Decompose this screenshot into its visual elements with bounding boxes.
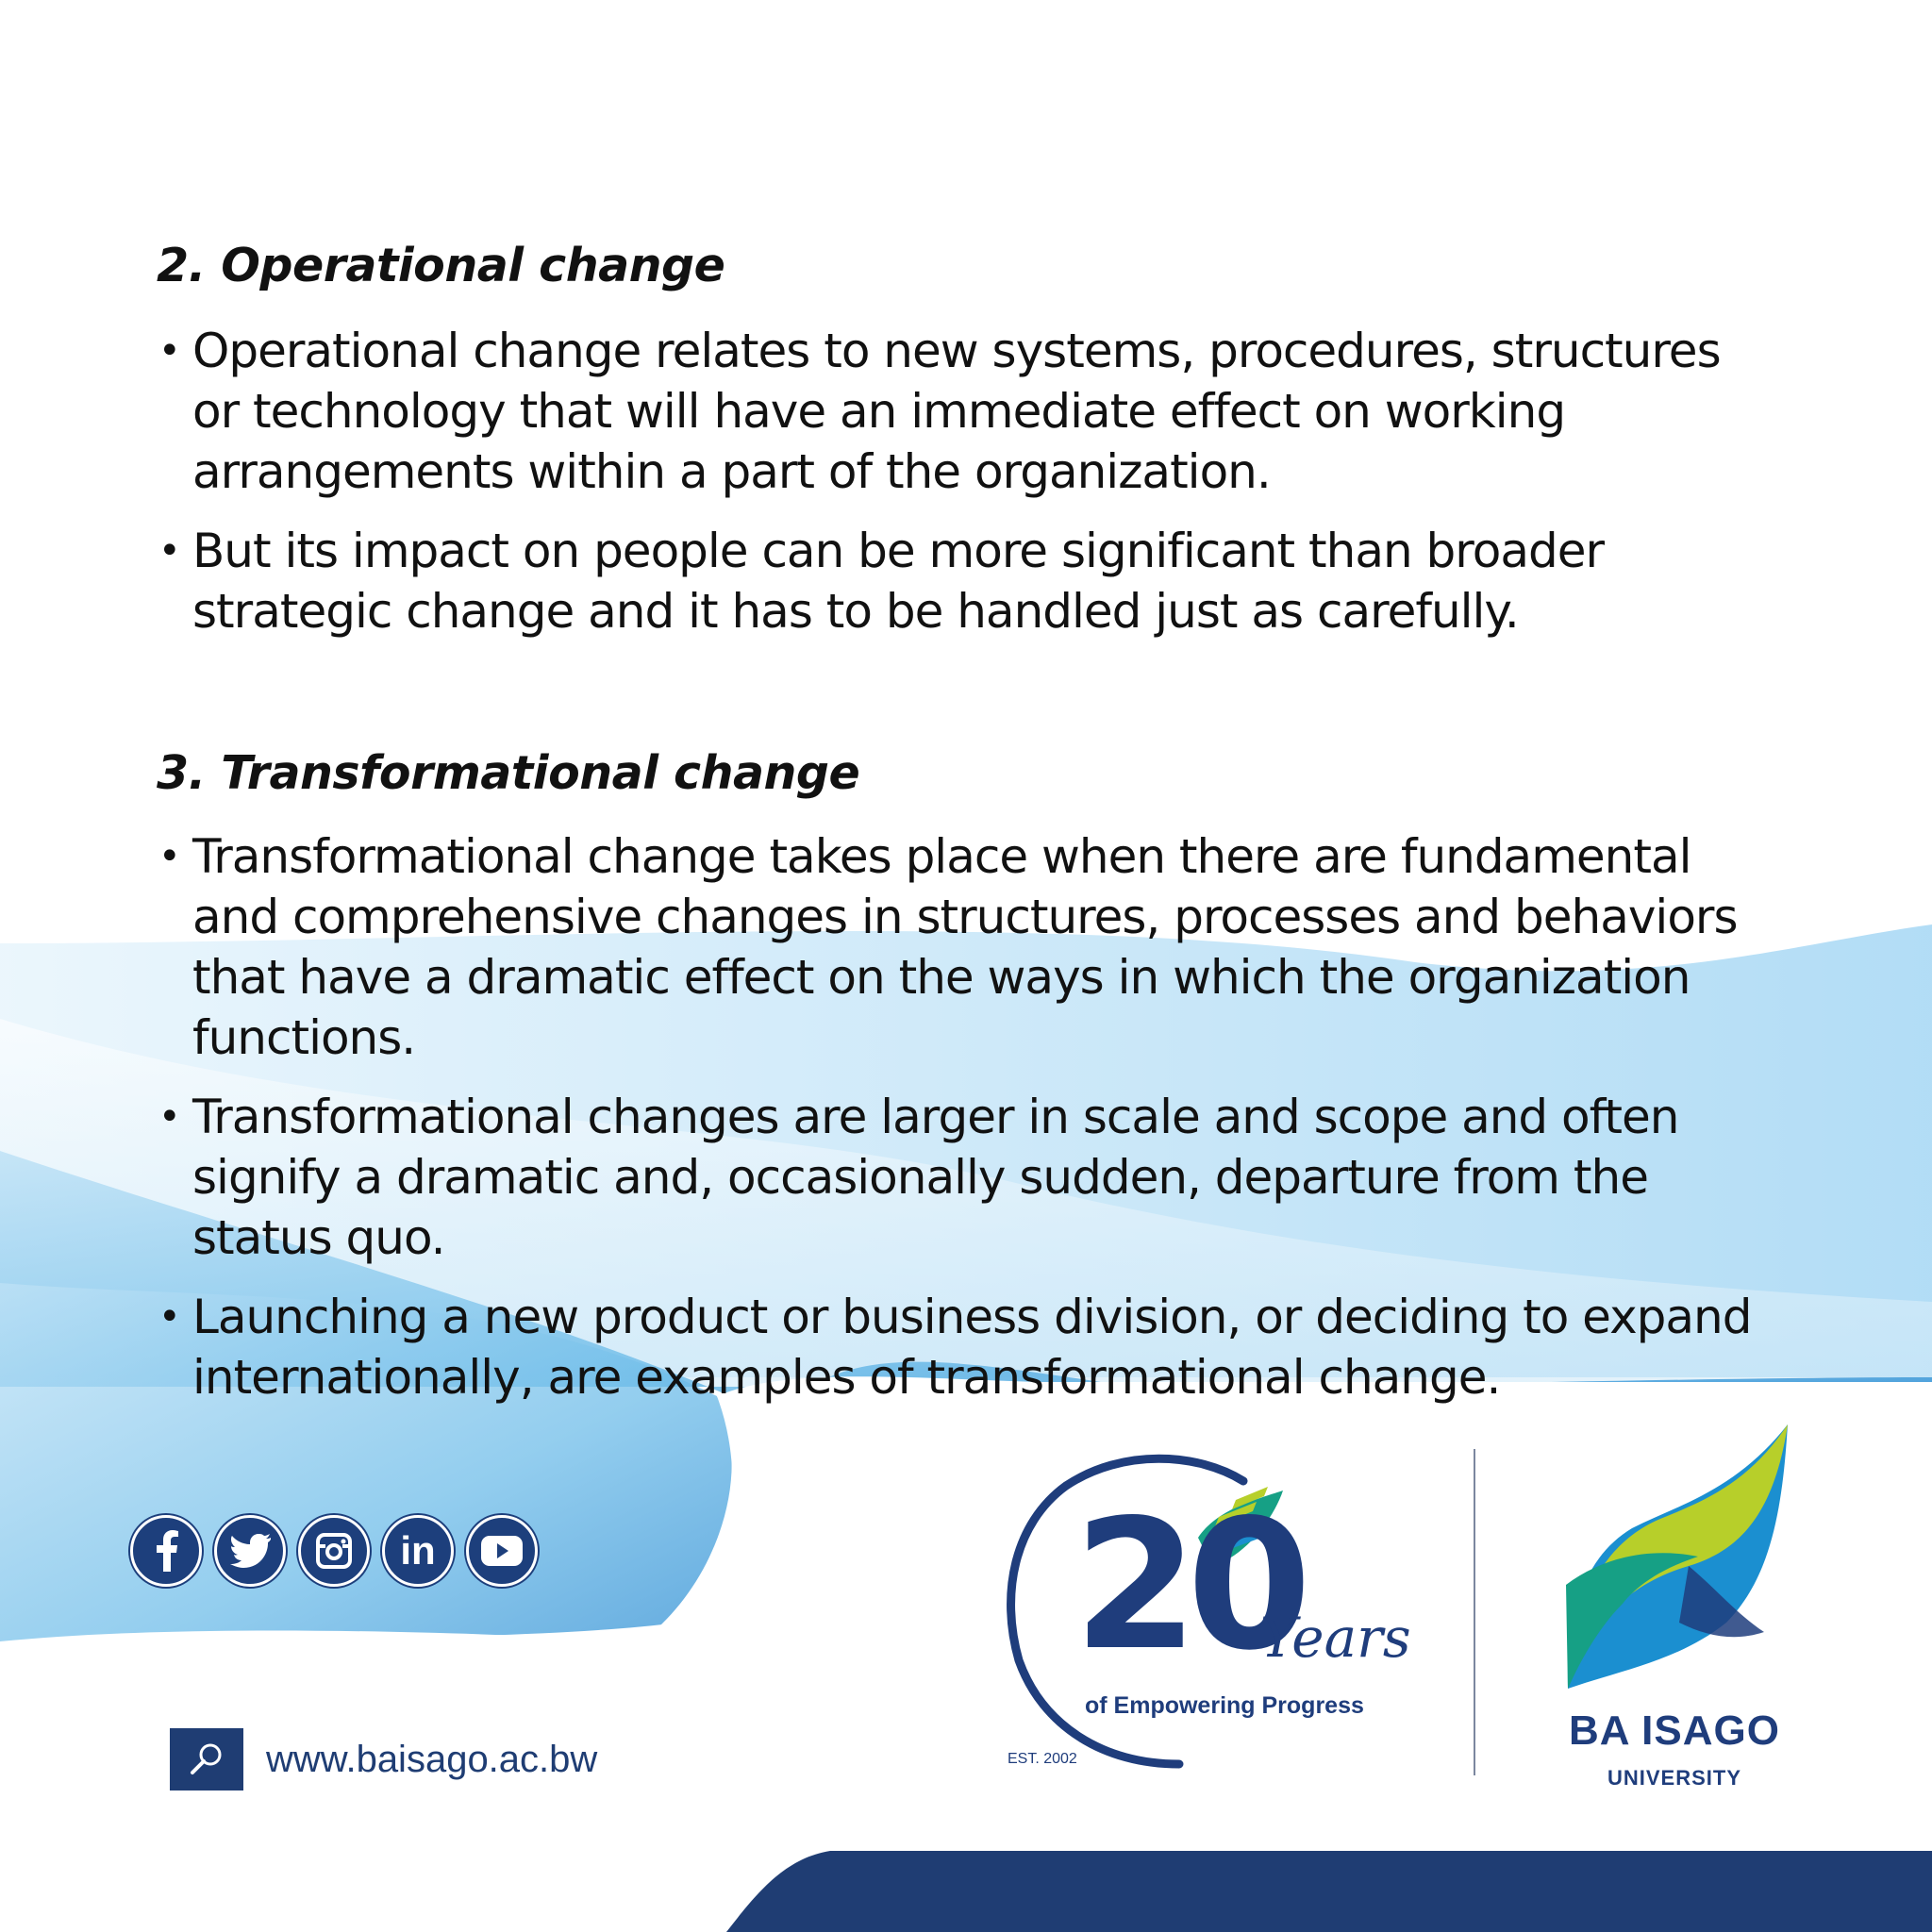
- bullet-operational-1: [157, 321, 1779, 502]
- bullet-line: arrangements within a part of the organization.: [192, 444, 1271, 499]
- anniversary-est: EST. 2002: [1008, 1751, 1077, 1767]
- anniversary-number: 20: [1074, 1481, 1301, 1690]
- bullet-line: But its impact on people can be more significant than broader: [192, 524, 1605, 578]
- website-url: www.baisago.ac.bw: [266, 1738, 598, 1780]
- bullet-line: Launching a new product or business division, or deciding to expand: [192, 1290, 1752, 1344]
- anniversary-tagline: of Empowering Progress: [1085, 1692, 1364, 1719]
- bullet-dot: •: [158, 329, 180, 373]
- bottom-navy-band: [726, 1851, 1932, 1932]
- youtube-icon[interactable]: [466, 1515, 538, 1587]
- university-subtitle: UNIVERSITY: [1607, 1766, 1742, 1790]
- bullet-transformational-3: [157, 1287, 1779, 1407]
- bullet-transformational-2: [157, 1087, 1779, 1268]
- operational-change-list: [157, 321, 1779, 660]
- university-name: BA ISAGO: [1569, 1707, 1780, 1754]
- website-link[interactable]: [170, 1728, 597, 1790]
- bullet-line: Transformational changes are larger in scale and scope and often: [192, 1090, 1679, 1144]
- transformational-change-list: [157, 826, 1779, 1426]
- bullet-line: Transformational change takes place when there are fundamental: [192, 829, 1691, 884]
- heading-operational-change: 2. Operational change: [157, 239, 725, 292]
- twitter-icon[interactable]: [214, 1515, 286, 1587]
- bullet-line: that have a dramatic effect on the ways in which the organization: [192, 950, 1690, 1005]
- bullet-line: strategic change and it has to be handled just as carefully.: [192, 584, 1519, 639]
- anniversary-years-script: Years: [1260, 1606, 1411, 1670]
- instagram-icon[interactable]: [298, 1515, 370, 1587]
- logo-divider: [1474, 1449, 1475, 1775]
- facebook-icon[interactable]: [130, 1515, 202, 1587]
- bullet-line: signify a dramatic and, occasionally sudden, departure from the: [192, 1150, 1648, 1205]
- heading-transformational-change: 3. Transformational change: [157, 746, 860, 800]
- bullet-dot: •: [158, 1295, 180, 1339]
- bullet-line: Operational change relates to new systems, procedures, structures: [192, 324, 1721, 378]
- bullet-line: status quo.: [192, 1210, 445, 1265]
- bullet-transformational-1: [157, 826, 1779, 1068]
- linkedin-label: in: [400, 1528, 436, 1573]
- bullet-line: internationally, are examples of transformational change.: [192, 1350, 1501, 1405]
- bullet-operational-2: [157, 521, 1779, 641]
- bullet-line: and comprehensive changes in structures, processes and behaviors: [192, 890, 1738, 944]
- bullet-dot: •: [158, 835, 180, 878]
- university-logo: [1547, 1424, 1802, 1802]
- linkedin-icon[interactable]: [382, 1515, 454, 1587]
- university-emblem: [1547, 1424, 1802, 1698]
- bullet-dot: •: [158, 1095, 180, 1139]
- bullet-line: or technology that will have an immediate effect on working: [192, 384, 1566, 439]
- anniversary-logo: [1000, 1443, 1411, 1783]
- social-links: [130, 1515, 538, 1587]
- bullet-dot: •: [158, 529, 180, 573]
- bullet-line: functions.: [192, 1010, 416, 1065]
- search-icon: [170, 1728, 243, 1790]
